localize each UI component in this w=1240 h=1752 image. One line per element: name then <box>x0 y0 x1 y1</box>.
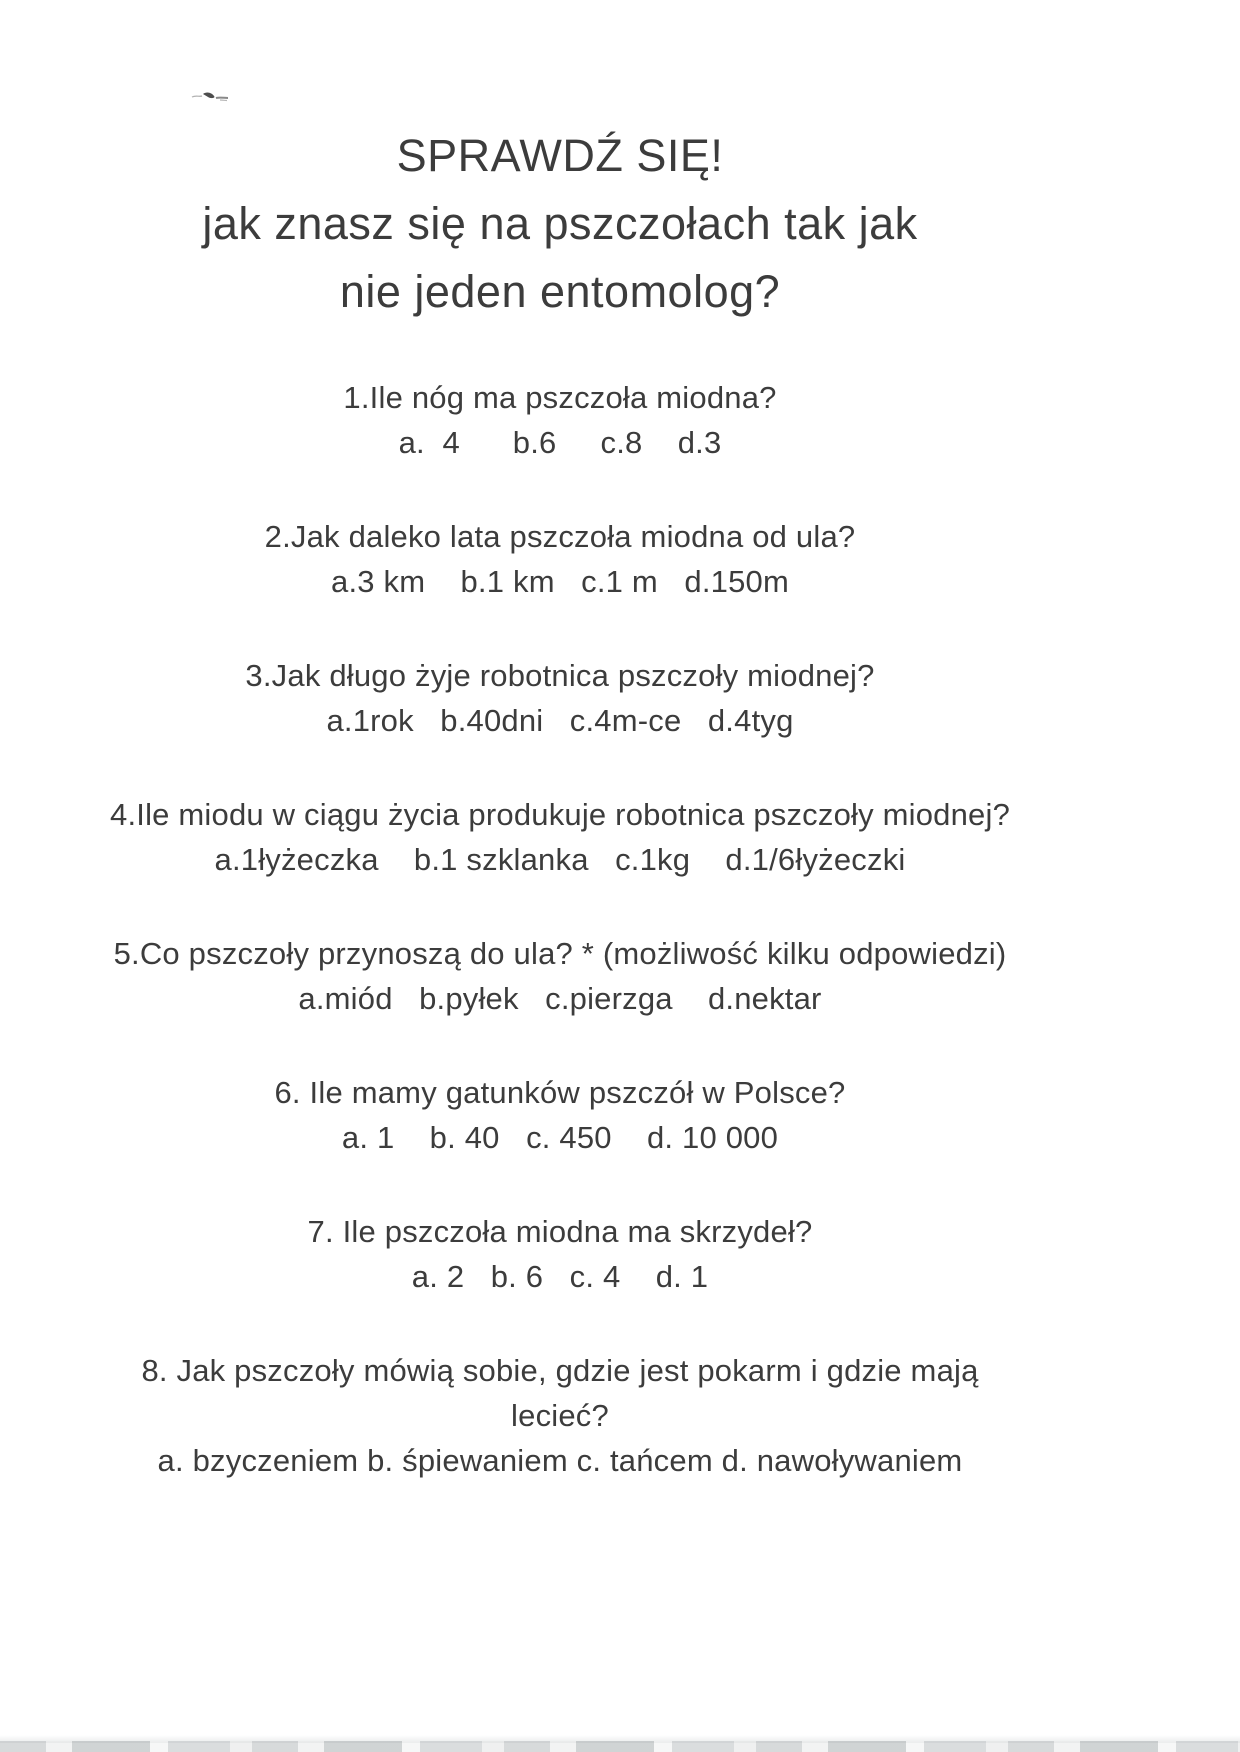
title-line-1: SPRAWDŹ SIĘ! <box>396 130 724 181</box>
question-text: 7. Ile pszczoła miodna ma skrzydeł? <box>307 1214 813 1249</box>
question-block-7 <box>110 1209 1010 1299</box>
scanner-shadow-band <box>0 1741 1240 1752</box>
question-block-3 <box>110 653 1010 743</box>
question-block-4 <box>110 792 1010 882</box>
title-line-2: jak znasz się na pszczołach tak jak <box>202 198 918 249</box>
question-text: 2.Jak daleko lata pszczoła miodna od ula? <box>264 519 856 554</box>
question-text: 6. Ile mamy gatunków pszczół w Polsce? <box>274 1075 846 1110</box>
answer-options: a. 4 b.6 c.8 d.3 <box>398 425 722 460</box>
question-block-1 <box>110 375 1010 465</box>
question-text: 3.Jak długo żyje robotnica pszczoły miodnej? <box>245 658 875 693</box>
question-block-2 <box>110 514 1010 604</box>
question-block-5 <box>110 931 1010 1021</box>
answer-options: a.1łyżeczka b.1 szklanka c.1kg d.1/6łyżeczki <box>214 842 906 877</box>
question-block-6 <box>110 1070 1010 1160</box>
question-text: 5.Co pszczoły przynoszą do ula? * (możliwość kilku odpowiedzi) <box>113 936 1007 971</box>
answer-options: a.1rok b.40dni c.4m-ce d.4tyg <box>326 703 794 738</box>
question-text: 1.Ile nóg ma pszczoła miodna? <box>343 380 777 415</box>
answer-options: a.miód b.pyłek c.pierzga d.nektar <box>298 981 822 1016</box>
title-line-3: nie jeden entomolog? <box>339 266 781 317</box>
question-text: 4.Ile miodu w ciągu życia produkuje robotnica pszczoły miodnej? <box>110 797 1011 832</box>
answer-options: a. 2 b. 6 c. 4 d. 1 <box>411 1259 709 1294</box>
answer-options: a.3 km b.1 km c.1 m d.150m <box>331 564 789 599</box>
document-content <box>110 0 1010 1483</box>
question-block-8 <box>110 1348 1010 1483</box>
answer-options: a. bzyczeniem b. śpiewaniem c. tańcem d. nawoływaniem <box>157 1443 963 1478</box>
question-text: 8. Jak pszczoły mówią sobie, gdzie jest pokarm i gdzie mają lecieć? <box>141 1353 988 1433</box>
quiz-title <box>110 122 1010 326</box>
answer-options: a. 1 b. 40 c. 450 d. 10 000 <box>341 1120 779 1155</box>
